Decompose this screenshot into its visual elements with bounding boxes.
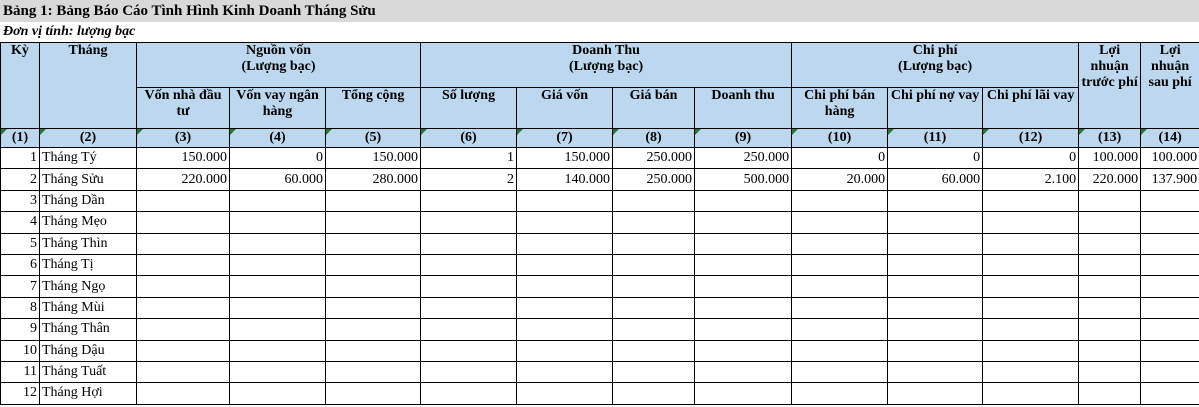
value-cell-c9[interactable] [695, 190, 792, 211]
table-row [1, 148, 1199, 169]
value-cell-c8[interactable] [613, 383, 695, 404]
value-cell-c10[interactable] [792, 276, 888, 297]
table-row [1, 169, 1199, 190]
value-cell-c3[interactable] [137, 233, 230, 254]
value-cell-c12[interactable]: 0 [983, 148, 1079, 169]
header-von-nha-dau-tu[interactable]: Vốn nhà đầu tư [137, 88, 230, 129]
table-row [1, 254, 1199, 275]
value-cell-c11[interactable] [888, 297, 983, 318]
value-cell-c12[interactable] [983, 319, 1079, 340]
header-doanh-thu[interactable]: Doanh thu [695, 88, 792, 129]
value-cell-c8[interactable] [613, 319, 695, 340]
value-cell-c12[interactable] [983, 340, 1079, 361]
value-cell-c13[interactable]: 100.000 [1079, 148, 1141, 169]
month-cell[interactable]: Tháng Tị [40, 254, 137, 275]
value-cell-c6[interactable] [421, 276, 517, 297]
month-cell[interactable]: Tháng Dần [40, 190, 137, 211]
value-cell-c12[interactable]: 2.100 [983, 169, 1079, 190]
ky-cell[interactable]: 3 [1, 190, 40, 211]
index-cell[interactable]: (3) [137, 129, 230, 148]
value-cell-c11[interactable]: 60.000 [888, 169, 983, 190]
value-cell-c14[interactable] [1141, 361, 1199, 382]
value-cell-c10[interactable] [792, 254, 888, 275]
month-cell[interactable]: Tháng Ngọ [40, 276, 137, 297]
index-cell[interactable]: (9) [695, 129, 792, 148]
unit-row[interactable] [0, 22, 1199, 42]
value-cell-c13[interactable] [1079, 340, 1141, 361]
value-cell-c5[interactable] [326, 361, 421, 382]
header-doanh-thu-group[interactable]: Doanh Thu (Lượng bạc) [421, 43, 792, 88]
value-cell-c7[interactable] [517, 254, 613, 275]
value-cell-c6[interactable] [421, 233, 517, 254]
header-chi-phi-no-vay[interactable]: Chi phí nợ vay [888, 88, 983, 129]
index-cell[interactable]: (12) [983, 129, 1079, 148]
value-cell-c8[interactable] [613, 212, 695, 233]
value-cell-c4[interactable] [230, 233, 326, 254]
value-cell-c5[interactable]: 280.000 [326, 169, 421, 190]
value-cell-c13[interactable] [1079, 276, 1141, 297]
value-cell-c12[interactable] [983, 233, 1079, 254]
value-cell-c14[interactable] [1141, 340, 1199, 361]
table-row [1, 319, 1199, 340]
value-cell-c5[interactable] [326, 276, 421, 297]
value-cell-c9[interactable] [695, 297, 792, 318]
value-cell-c6[interactable] [421, 383, 517, 404]
month-cell[interactable]: Tháng Hợi [40, 383, 137, 404]
value-cell-c13[interactable] [1079, 233, 1141, 254]
value-cell-c9[interactable]: 250.000 [695, 148, 792, 169]
value-cell-c7[interactable] [517, 319, 613, 340]
value-cell-c5[interactable] [326, 297, 421, 318]
value-cell-c10[interactable] [792, 190, 888, 211]
header-chi-phi-lai-vay[interactable]: Chi phí lãi vay [983, 88, 1079, 129]
value-cell-c3[interactable] [137, 254, 230, 275]
table-row [1, 212, 1199, 233]
value-cell-c5[interactable] [326, 233, 421, 254]
value-cell-c9[interactable]: 500.000 [695, 169, 792, 190]
ky-cell[interactable]: 5 [1, 233, 40, 254]
value-cell-c8[interactable] [613, 361, 695, 382]
value-cell-c3[interactable] [137, 383, 230, 404]
value-cell-c6[interactable] [421, 254, 517, 275]
value-cell-c9[interactable] [695, 254, 792, 275]
sheet-title-row[interactable] [0, 0, 1199, 22]
index-cell[interactable]: (5) [326, 129, 421, 148]
value-cell-c4[interactable]: 0 [230, 148, 326, 169]
table-row [1, 383, 1199, 404]
value-cell-c3[interactable] [137, 319, 230, 340]
value-cell-c12[interactable] [983, 361, 1079, 382]
value-cell-c3[interactable] [137, 190, 230, 211]
index-cell[interactable]: (6) [421, 129, 517, 148]
month-cell[interactable]: Tháng Sửu [40, 169, 137, 190]
value-cell-c4[interactable] [230, 319, 326, 340]
value-cell-c4[interactable] [230, 212, 326, 233]
value-cell-c8[interactable] [613, 254, 695, 275]
value-cell-c11[interactable]: 0 [888, 148, 983, 169]
value-cell-c3[interactable] [137, 212, 230, 233]
value-cell-c8[interactable] [613, 276, 695, 297]
table-row [1, 340, 1199, 361]
value-cell-c4[interactable] [230, 190, 326, 211]
index-cell[interactable]: (4) [230, 129, 326, 148]
value-cell-c14[interactable] [1141, 383, 1199, 404]
value-cell-c7[interactable] [517, 361, 613, 382]
value-cell-c7[interactable] [517, 383, 613, 404]
month-cell[interactable]: Tháng Thìn [40, 233, 137, 254]
value-cell-c13[interactable] [1079, 212, 1141, 233]
value-cell-c11[interactable] [888, 190, 983, 211]
value-cell-c13[interactable] [1079, 361, 1141, 382]
value-cell-c5[interactable] [326, 212, 421, 233]
value-cell-c11[interactable] [888, 254, 983, 275]
value-cell-c10[interactable] [792, 361, 888, 382]
value-cell-c14[interactable]: 100.000 [1141, 148, 1199, 169]
value-cell-c12[interactable] [983, 212, 1079, 233]
index-cell[interactable]: (14) [1141, 129, 1199, 148]
value-cell-c11[interactable] [888, 233, 983, 254]
value-cell-c8[interactable]: 250.000 [613, 148, 695, 169]
value-cell-c14[interactable]: 137.900 [1141, 169, 1199, 190]
month-cell[interactable]: Tháng Mẹo [40, 212, 137, 233]
value-cell-c9[interactable] [695, 319, 792, 340]
value-cell-c9[interactable] [695, 340, 792, 361]
header-nguon-von[interactable]: Nguồn vốn (Lượng bạc) [137, 43, 421, 88]
header-tong-cong[interactable]: Tổng cộng [326, 88, 421, 129]
value-cell-c13[interactable] [1079, 254, 1141, 275]
value-cell-c14[interactable] [1141, 212, 1199, 233]
table-row [1, 297, 1199, 318]
month-cell[interactable]: Tháng Thân [40, 319, 137, 340]
value-cell-c8[interactable] [613, 340, 695, 361]
value-cell-c5[interactable] [326, 383, 421, 404]
value-cell-c8[interactable] [613, 190, 695, 211]
value-cell-c10[interactable] [792, 383, 888, 404]
value-cell-c13[interactable] [1079, 297, 1141, 318]
ky-cell[interactable]: 2 [1, 169, 40, 190]
value-cell-c8[interactable] [613, 297, 695, 318]
value-cell-c10[interactable]: 20.000 [792, 169, 888, 190]
value-cell-c5[interactable] [326, 340, 421, 361]
value-cell-c14[interactable] [1141, 233, 1199, 254]
value-cell-c13[interactable] [1079, 383, 1141, 404]
value-cell-c11[interactable] [888, 319, 983, 340]
data-rows [1, 148, 1199, 405]
header-so-luong[interactable]: Số lượng [421, 88, 517, 129]
value-cell-c3[interactable] [137, 361, 230, 382]
value-cell-c4[interactable]: 60.000 [230, 169, 326, 190]
value-cell-c7[interactable] [517, 190, 613, 211]
ky-cell[interactable]: 4 [1, 212, 40, 233]
value-cell-c7[interactable] [517, 276, 613, 297]
month-cell[interactable]: Tháng Mùi [40, 297, 137, 318]
value-cell-c13[interactable] [1079, 190, 1141, 211]
value-cell-c14[interactable] [1141, 297, 1199, 318]
value-cell-c6[interactable] [421, 340, 517, 361]
month-cell[interactable]: Tháng Dậu [40, 340, 137, 361]
table-row [1, 276, 1199, 297]
ky-cell[interactable]: 9 [1, 319, 40, 340]
value-cell-c3[interactable] [137, 297, 230, 318]
value-cell-c7[interactable] [517, 233, 613, 254]
ky-cell[interactable]: 1 [1, 148, 40, 169]
header-chi-phi-group[interactable]: Chi phí (Lượng bạc) [792, 43, 1079, 88]
value-cell-c11[interactable] [888, 361, 983, 382]
value-cell-c5[interactable] [326, 254, 421, 275]
table-row [1, 190, 1199, 211]
ky-cell[interactable]: 10 [1, 340, 40, 361]
value-cell-c12[interactable] [983, 254, 1079, 275]
header-loi-nhuan-sau-phi[interactable]: Lợi nhuận sau phí [1141, 43, 1199, 129]
month-cell[interactable]: Tháng Tý [40, 148, 137, 169]
report-table [0, 42, 1199, 405]
value-cell-c8[interactable] [613, 233, 695, 254]
value-cell-c6[interactable] [421, 361, 517, 382]
value-cell-c7[interactable] [517, 340, 613, 361]
ky-cell[interactable]: 8 [1, 297, 40, 318]
value-cell-c14[interactable] [1141, 276, 1199, 297]
header-gia-ban[interactable]: Giá bán [613, 88, 695, 129]
value-cell-c10[interactable] [792, 212, 888, 233]
value-cell-c6[interactable] [421, 297, 517, 318]
value-cell-c6[interactable]: 2 [421, 169, 517, 190]
value-cell-c12[interactable] [983, 383, 1079, 404]
value-cell-c14[interactable] [1141, 319, 1199, 340]
value-cell-c9[interactable] [695, 212, 792, 233]
value-cell-c10[interactable] [792, 319, 888, 340]
value-cell-c4[interactable] [230, 340, 326, 361]
value-cell-c6[interactable]: 1 [421, 148, 517, 169]
value-cell-c9[interactable] [695, 383, 792, 404]
header-von-vay-ngan-hang[interactable]: Vốn vay ngân hàng [230, 88, 326, 129]
value-cell-c5[interactable] [326, 319, 421, 340]
ky-cell[interactable]: 6 [1, 254, 40, 275]
index-cell[interactable]: (8) [613, 129, 695, 148]
value-cell-c4[interactable] [230, 361, 326, 382]
value-cell-c7[interactable] [517, 212, 613, 233]
value-cell-c10[interactable] [792, 233, 888, 254]
value-cell-c4[interactable] [230, 276, 326, 297]
value-cell-c12[interactable] [983, 190, 1079, 211]
value-cell-c9[interactable] [695, 361, 792, 382]
header-loi-nhuan-truoc-phi[interactable]: Lợi nhuận trước phí [1079, 43, 1141, 129]
ky-cell[interactable]: 7 [1, 276, 40, 297]
value-cell-c6[interactable] [421, 212, 517, 233]
ky-cell[interactable]: 12 [1, 383, 40, 404]
table-row [1, 361, 1199, 382]
report-title: Bảng 1: Bảng Báo Cáo Tình Hình Kinh Doanh Tháng Sửu [3, 3, 376, 19]
value-cell-c4[interactable] [230, 383, 326, 404]
value-cell-c14[interactable] [1141, 254, 1199, 275]
value-cell-c7[interactable]: 140.000 [517, 169, 613, 190]
header-thang[interactable]: Tháng [40, 43, 137, 129]
value-cell-c13[interactable] [1079, 319, 1141, 340]
value-cell-c3[interactable] [137, 340, 230, 361]
value-cell-c11[interactable] [888, 276, 983, 297]
value-cell-c7[interactable] [517, 297, 613, 318]
ky-cell[interactable]: 11 [1, 361, 40, 382]
value-cell-c5[interactable]: 150.000 [326, 148, 421, 169]
table-row [1, 233, 1199, 254]
value-cell-c8[interactable]: 250.000 [613, 169, 695, 190]
value-cell-c4[interactable] [230, 254, 326, 275]
value-cell-c12[interactable] [983, 276, 1079, 297]
value-cell-c3[interactable] [137, 276, 230, 297]
index-cell[interactable]: (7) [517, 129, 613, 148]
value-cell-c11[interactable] [888, 383, 983, 404]
value-cell-c12[interactable] [983, 297, 1079, 318]
index-cell[interactable]: (10) [792, 129, 888, 148]
index-cell[interactable]: (11) [888, 129, 983, 148]
value-cell-c6[interactable] [421, 190, 517, 211]
value-cell-c6[interactable] [421, 319, 517, 340]
value-cell-c10[interactable] [792, 340, 888, 361]
value-cell-c4[interactable] [230, 297, 326, 318]
value-cell-c11[interactable] [888, 340, 983, 361]
value-cell-c9[interactable] [695, 276, 792, 297]
index-cell[interactable]: (13) [1079, 129, 1141, 148]
index-cell[interactable]: (1) [1, 129, 40, 148]
value-cell-c3[interactable]: 220.000 [137, 169, 230, 190]
value-cell-c5[interactable] [326, 190, 421, 211]
value-cell-c14[interactable] [1141, 190, 1199, 211]
value-cell-c13[interactable]: 220.000 [1079, 169, 1141, 190]
value-cell-c10[interactable] [792, 297, 888, 318]
unit-label: Đơn vị tính: lượng bạc [3, 24, 136, 39]
header-ky[interactable]: Kỳ [1, 43, 40, 129]
value-cell-c11[interactable] [888, 212, 983, 233]
index-cell[interactable]: (2) [40, 129, 137, 148]
header-chi-phi-ban-hang[interactable]: Chi phí bán hàng [792, 88, 888, 129]
header-gia-von[interactable]: Giá vốn [517, 88, 613, 129]
value-cell-c7[interactable]: 150.000 [517, 148, 613, 169]
month-cell[interactable]: Tháng Tuất [40, 361, 137, 382]
value-cell-c9[interactable] [695, 233, 792, 254]
value-cell-c3[interactable]: 150.000 [137, 148, 230, 169]
value-cell-c10[interactable]: 0 [792, 148, 888, 169]
